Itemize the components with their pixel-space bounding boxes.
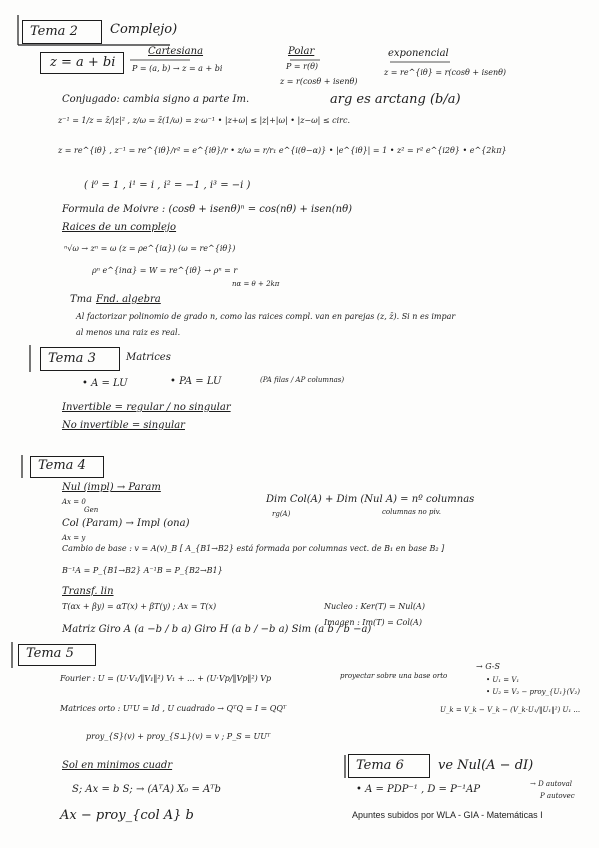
tema3-item-lu: • A = LU [82, 378, 128, 389]
no-invertible-note: No invertible = singular [62, 420, 185, 431]
fourier-note: proyectar sobre una base orto [340, 672, 448, 680]
conjugado: Conjugado: cambia signo a parte Im. [62, 94, 250, 105]
cartesiana-formula: P = (a, b) → z = a + bi [132, 64, 223, 73]
tema6-title: Tema 6 [356, 758, 404, 773]
nucleo-line: Nucleo : Ker(T) = Nul(A) [324, 602, 425, 611]
moivre-formula: Formula de Moivre : (cosθ + isenθ)ⁿ = cos(nθ) + isen(nθ) [62, 204, 352, 215]
invertible-note: Invertible = regular / no singular [62, 402, 231, 413]
complex-form: z = a + bi [50, 55, 116, 70]
nul-line: Nul (impl) → Param [62, 482, 161, 493]
imagen-line: Imagen : Im(T) = Col(A) [324, 618, 422, 627]
gs-step-k: U_k = V_k − V_k − (V_k·U₁/‖U₁‖²) U₁ ... [440, 706, 581, 714]
dim-sub-rank: rg(A) [272, 510, 291, 518]
raices-line-1: ⁿ√ω → zⁿ = ω (z = ρe^{iα}) (ω = re^{iθ}) [64, 244, 236, 253]
nul-sub: Ax = 0 [62, 498, 86, 506]
raices-line-3: nα = θ + 2kπ [232, 280, 280, 288]
autovec-note: P autovec [540, 792, 575, 800]
polar-formula-2: z = r(cosθ + isenθ) [280, 77, 358, 86]
transf-title: Transf. lin [62, 586, 114, 597]
col-line: Col (Param) → Impl (ona) [62, 518, 190, 529]
cartesiana-label: Cartesiana [148, 46, 204, 57]
tema3-title: Tema 3 [48, 351, 96, 366]
gs-step-1: • U₁ = V₁ [486, 676, 520, 684]
exponencial-formula: z = re^{iθ} = r(cosθ + isenθ) [384, 68, 507, 77]
autoval-note: → D autoval [530, 780, 573, 788]
polar-ops-line: z = re^{iθ} , z⁻¹ = re^{iθ}/r² = e^{iθ}/r • z/ω = r/r₁ e^{i(θ−α)} • |e^{iθ}| = 1 • z² = r² e^{i2θ} • e^{2kπ} [58, 146, 507, 155]
powers-of-i: ( i⁰ = 1 , i¹ = i , i² = −1 , i³ = −i ) [84, 180, 251, 191]
diagonalization: • A = PDP⁻¹ , D = P⁻¹AP [356, 784, 481, 795]
tma-text-2: al menos una raiz es real. [76, 328, 181, 337]
transf-line: T(αx + βy) = αT(x) + βT(y) ; Ax = T(x) [62, 602, 217, 611]
dim-line: Dim Col(A) + Dim (Nul A) = nº columnas [266, 494, 475, 505]
ortho-matrices: Matrices orto : UᵀU = Id , U cuadrado → QᵀQ = I = QQᵀ [60, 704, 287, 713]
tema3-subtitle: Matrices [126, 352, 171, 363]
projection-line: proy_{S}(v) + proy_{S⊥}(v) = v ; P_S = UUᵀ [86, 732, 271, 741]
exponencial-label: exponencial [388, 48, 449, 59]
tema2-title: Tema 2 [30, 24, 78, 39]
gram-schmidt-title: → G-S [476, 662, 500, 671]
tema4-title: Tema 4 [38, 458, 86, 473]
cambio-inverse: B⁻¹A = P_{B1→B2} A⁻¹B = P_{B2→B1} [62, 566, 223, 575]
raices-line-2: ρⁿ e^{inα} = W = re^{iθ} → ρⁿ = r [92, 266, 238, 275]
minimos-line: S; Ax = b S; → (AᵀA) X₀ = Aᵀb [72, 784, 221, 795]
footer-credit: Apuntes subidos por WLA - GIA - Matemáticas I [352, 810, 543, 820]
inverse-line: z⁻¹ = 1/z = z̄/|z|² , z/ω = z̄(1/ω) = z·ω⁻¹ • |z+ω| ≤ |z|+|ω| • |z−ω| ≤ circ. [58, 116, 351, 125]
tma-label: Tma [70, 294, 93, 305]
tema5-title: Tema 5 [26, 646, 74, 661]
col-sub: Ax = y [62, 534, 86, 542]
tema3-palu-note: (PA filas / AP columnas) [260, 376, 345, 384]
raices-title: Raices de un complejo [62, 222, 177, 233]
cambio-base: Cambio de base : v = A(v)_B [ A_{B1→B2} está formada por columnas vect. de B₁ en base B₂ ] [62, 544, 445, 553]
tema6-nul-note: ve Nul(A − dI) [438, 758, 534, 773]
tma-title: Fnd. algebra [96, 294, 161, 305]
proy-col-line: Ax − proy_{col A} b [60, 808, 194, 823]
fourier-line: Fourier : U = (U·V₁/‖V₁‖²) V₁ + ... + (U·Vp/‖Vp‖²) Vp [60, 674, 272, 683]
polar-formula-1: P = r(θ) [286, 62, 319, 71]
arg-formula: arg es arctang (b/a) [330, 92, 461, 107]
polar-label: Polar [288, 46, 315, 57]
col-sup: Gen [84, 506, 99, 514]
rotation-matrices: Matriz Giro A (a −b / b a) Giro H (a b / −b a) Sim (a b / b −a) [62, 624, 372, 635]
tma-text-1: Al factorizar polinomio de grado n, como las raices compl. van en parejas (z, z̄). Si n es impar [76, 312, 456, 321]
minimos-title: Sol en minimos cuadr [62, 760, 173, 771]
gs-step-2: • U₂ = V₂ − proy_{U₁}(V₂) [486, 688, 580, 696]
tema2-subtitle: Complejo) [110, 22, 178, 37]
tema3-item-palu: • PA = LU [170, 376, 222, 387]
dim-sub-nopiv: columnas no piv. [382, 508, 442, 516]
